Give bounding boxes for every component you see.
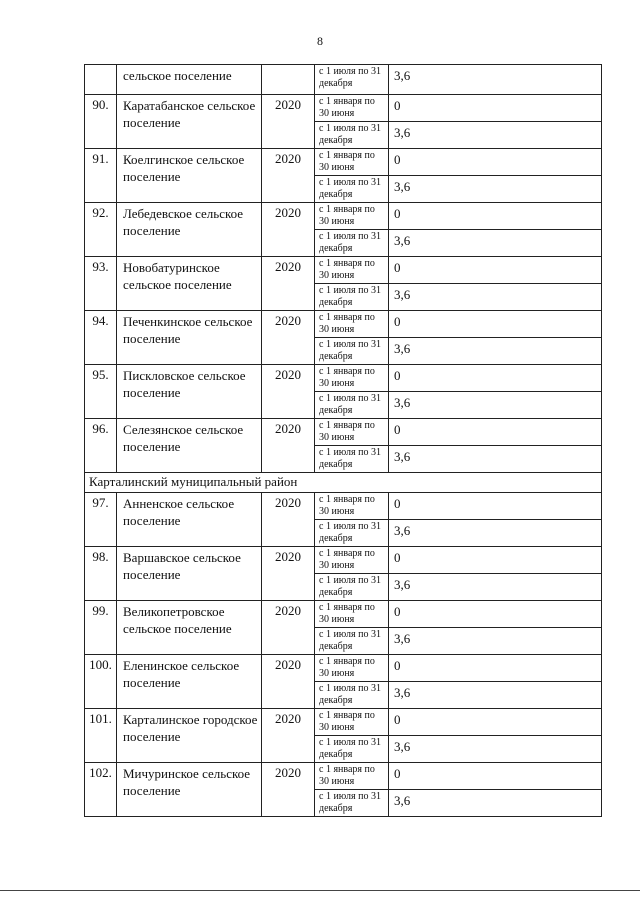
year: 2020: [262, 547, 315, 601]
rate-second-half: 3,6: [389, 790, 602, 817]
rate-first-half: 0: [389, 709, 602, 736]
rate-first-half: 0: [389, 365, 602, 392]
year: [262, 65, 315, 95]
rate-first-half: 0: [389, 763, 602, 790]
year: 2020: [262, 149, 315, 203]
rate-first-half: 0: [389, 149, 602, 176]
table-row: [85, 149, 602, 176]
rate-second-half: 3,6: [389, 446, 602, 473]
table-row: [85, 547, 602, 574]
year: 2020: [262, 365, 315, 419]
rate-first-half: 0: [389, 95, 602, 122]
row-number: 93.: [85, 257, 117, 311]
row-number: 95.: [85, 365, 117, 419]
rate-value: 3,6: [389, 65, 602, 95]
rate-second-half: 3,6: [389, 176, 602, 203]
table-row: [85, 655, 602, 682]
page-number: 8: [317, 34, 323, 48]
rate-first-half: 0: [389, 419, 602, 446]
row-number: 102.: [85, 763, 117, 817]
period-first-half: с 1 января по 30 июня: [315, 763, 389, 790]
year: 2020: [262, 601, 315, 655]
rate-second-half: 3,6: [389, 392, 602, 419]
rates-table: [84, 64, 602, 817]
table-row: [85, 419, 602, 446]
period-first-half: с 1 января по 30 июня: [315, 547, 389, 574]
row-number: 96.: [85, 419, 117, 473]
rate-second-half: 3,6: [389, 682, 602, 709]
year: 2020: [262, 419, 315, 473]
rate-first-half: 0: [389, 493, 602, 520]
period-second-half: с 1 июля по 31 декабря: [315, 338, 389, 365]
table-row: [85, 95, 602, 122]
municipality-name: Новобатуринское сельское поселение: [117, 257, 262, 311]
row-number: 90.: [85, 95, 117, 149]
municipality-name: Лебедевское сельское поселение: [117, 203, 262, 257]
municipality-name: Великопетровское сельское поселение: [117, 601, 262, 655]
period-second-half: с 1 июля по 31 декабря: [315, 628, 389, 655]
period-first-half: с 1 января по 30 июня: [315, 365, 389, 392]
period-second-half: с 1 июля по 31 декабря: [315, 736, 389, 763]
rate-second-half: 3,6: [389, 338, 602, 365]
region-title: Карталинский муниципальный район: [85, 473, 602, 493]
period-second-half: с 1 июля по 31 декабря: [315, 790, 389, 817]
table-row: [85, 763, 602, 790]
municipality-name: Пискловское сельское поселение: [117, 365, 262, 419]
year: 2020: [262, 257, 315, 311]
period: с 1 июля по 31 декабря: [315, 65, 389, 95]
period-first-half: с 1 января по 30 июня: [315, 203, 389, 230]
year: 2020: [262, 655, 315, 709]
row-number: 98.: [85, 547, 117, 601]
municipality-name: Печенкинское сельское поселение: [117, 311, 262, 365]
period-second-half: с 1 июля по 31 декабря: [315, 392, 389, 419]
rate-second-half: 3,6: [389, 230, 602, 257]
year: 2020: [262, 709, 315, 763]
municipality-name: Коелгинское сельское поселение: [117, 149, 262, 203]
municipality-name: Еленинское сельское поселение: [117, 655, 262, 709]
municipality-name: Карталинское городское поселение: [117, 709, 262, 763]
rate-first-half: 0: [389, 311, 602, 338]
municipality-name: Каратабанское сельское поселение: [117, 95, 262, 149]
row-number: 100.: [85, 655, 117, 709]
table-row: [85, 601, 602, 628]
period-second-half: с 1 июля по 31 декабря: [315, 520, 389, 547]
period-first-half: с 1 января по 30 июня: [315, 493, 389, 520]
row-number: 101.: [85, 709, 117, 763]
period-first-half: с 1 января по 30 июня: [315, 257, 389, 284]
period-first-half: с 1 января по 30 июня: [315, 709, 389, 736]
year: 2020: [262, 763, 315, 817]
period-first-half: с 1 января по 30 июня: [315, 149, 389, 176]
period-first-half: с 1 января по 30 июня: [315, 311, 389, 338]
row-number: 91.: [85, 149, 117, 203]
municipality-name: сельское поселение: [117, 65, 262, 95]
year: 2020: [262, 95, 315, 149]
rate-second-half: 3,6: [389, 122, 602, 149]
period-first-half: с 1 января по 30 июня: [315, 95, 389, 122]
period-second-half: с 1 июля по 31 декабря: [315, 682, 389, 709]
rate-second-half: 3,6: [389, 520, 602, 547]
rate-first-half: 0: [389, 655, 602, 682]
row-number: 92.: [85, 203, 117, 257]
rate-second-half: 3,6: [389, 736, 602, 763]
page-bottom-rule: [0, 890, 640, 891]
row-number: 97.: [85, 493, 117, 547]
municipality-name: Мичуринское сельское поселение: [117, 763, 262, 817]
period-second-half: с 1 июля по 31 декабря: [315, 574, 389, 601]
row-number: [85, 65, 117, 95]
period-second-half: с 1 июля по 31 декабря: [315, 284, 389, 311]
rate-first-half: 0: [389, 203, 602, 230]
period-second-half: с 1 июля по 31 декабря: [315, 122, 389, 149]
table-row: [85, 365, 602, 392]
table-row: [85, 257, 602, 284]
period-first-half: с 1 января по 30 июня: [315, 419, 389, 446]
table-row: [85, 709, 602, 736]
rate-first-half: 0: [389, 547, 602, 574]
region-header-row: [85, 473, 602, 493]
year: 2020: [262, 493, 315, 547]
rate-second-half: 3,6: [389, 284, 602, 311]
rate-second-half: 3,6: [389, 574, 602, 601]
rate-first-half: 0: [389, 257, 602, 284]
rate-first-half: 0: [389, 601, 602, 628]
table-body: [85, 65, 602, 817]
row-number: 99.: [85, 601, 117, 655]
municipality-name: Селезянское сельское поселение: [117, 419, 262, 473]
period-second-half: с 1 июля по 31 декабря: [315, 230, 389, 257]
table-row: [85, 203, 602, 230]
period-second-half: с 1 июля по 31 декабря: [315, 176, 389, 203]
row-number: 94.: [85, 311, 117, 365]
rate-second-half: 3,6: [389, 628, 602, 655]
municipality-name: Варшавское сельское поселение: [117, 547, 262, 601]
year: 2020: [262, 311, 315, 365]
period-first-half: с 1 января по 30 июня: [315, 601, 389, 628]
period-second-half: с 1 июля по 31 декабря: [315, 446, 389, 473]
table-row: [85, 311, 602, 338]
year: 2020: [262, 203, 315, 257]
continuation-row: [85, 65, 602, 95]
table-row: [85, 493, 602, 520]
period-first-half: с 1 января по 30 июня: [315, 655, 389, 682]
municipality-name: Анненское сельское поселение: [117, 493, 262, 547]
